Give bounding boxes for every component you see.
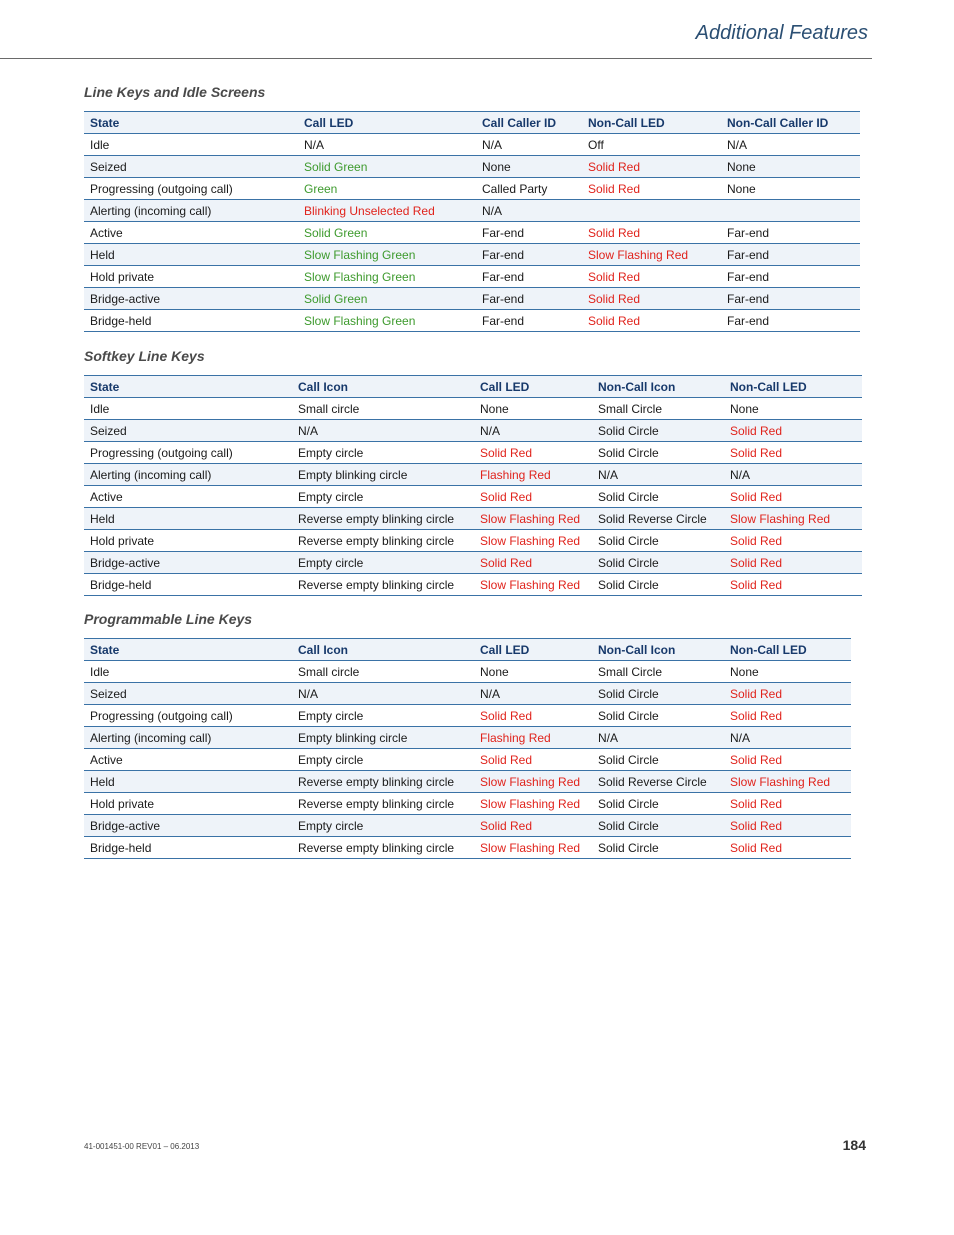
table-row xyxy=(84,464,862,486)
table-cell: Solid Red xyxy=(724,837,851,859)
table-cell: Idle xyxy=(84,398,292,420)
table-cell: Solid Green xyxy=(298,156,476,178)
table-cell: Solid Red xyxy=(724,793,851,815)
table-cell: Flashing Red xyxy=(474,727,592,749)
table-cell: Slow Flashing Red xyxy=(582,244,721,266)
column-header: Non-Call LED xyxy=(724,376,862,398)
table-row xyxy=(84,222,860,244)
table-row xyxy=(84,749,851,771)
table-cell: Solid Circle xyxy=(592,793,724,815)
table-cell: Reverse empty blinking circle xyxy=(292,771,474,793)
table-cell: Solid Red xyxy=(724,815,851,837)
table-cell: N/A xyxy=(298,134,476,156)
table-row xyxy=(84,530,862,552)
column-header: Call Icon xyxy=(292,639,474,661)
column-header: Non-Call Caller ID xyxy=(721,112,860,134)
table-cell: Solid Circle xyxy=(592,683,724,705)
table-cell: Solid Red xyxy=(582,178,721,200)
table-cell: Hold private xyxy=(84,266,298,288)
table-cell: Far-end xyxy=(476,244,582,266)
table-cell: Empty circle xyxy=(292,442,474,464)
table-cell: Solid Red xyxy=(474,486,592,508)
column-header: Call Caller ID xyxy=(476,112,582,134)
table-cell: Solid Circle xyxy=(592,815,724,837)
table-cell: N/A xyxy=(474,420,592,442)
table-cell: N/A xyxy=(721,134,860,156)
table-cell: Slow Flashing Red xyxy=(724,771,851,793)
table-cell: Small circle xyxy=(292,398,474,420)
table-row xyxy=(84,398,862,420)
table-cell: Slow Flashing Red xyxy=(474,530,592,552)
table-cell: Solid Red xyxy=(724,683,851,705)
table-cell: Progressing (outgoing call) xyxy=(84,705,292,727)
table-cell: Far-end xyxy=(721,310,860,332)
table-cell: Solid Red xyxy=(582,156,721,178)
table-row xyxy=(84,661,851,683)
table-cell: Solid Red xyxy=(582,288,721,310)
table-cell: Empty circle xyxy=(292,486,474,508)
table-cell: Solid Circle xyxy=(592,837,724,859)
table-cell: Slow Flashing Green xyxy=(298,244,476,266)
table-row xyxy=(84,486,862,508)
table-cell: Solid Reverse Circle xyxy=(592,508,724,530)
table-row xyxy=(84,574,862,596)
table-cell: Solid Red xyxy=(474,705,592,727)
table-row xyxy=(84,793,851,815)
table-row xyxy=(84,837,851,859)
table-cell: Solid Circle xyxy=(592,749,724,771)
column-header: Non-Call Icon xyxy=(592,376,724,398)
table-cell: Held xyxy=(84,771,292,793)
table-programmable-line-keys xyxy=(84,638,851,859)
footer-document-id: 41-001451-00 REV01 – 06.2013 xyxy=(84,1142,200,1151)
column-header: State xyxy=(84,639,292,661)
table-header-row xyxy=(84,376,862,398)
table-row xyxy=(84,683,851,705)
table-cell: Seized xyxy=(84,156,298,178)
table-cell: Active xyxy=(84,749,292,771)
table-row xyxy=(84,508,862,530)
header-divider xyxy=(0,58,872,59)
table-cell: Solid Red xyxy=(474,552,592,574)
table-cell: None xyxy=(724,398,862,420)
table-cell: Bridge-held xyxy=(84,837,292,859)
table-row xyxy=(84,705,851,727)
table-header-row xyxy=(84,639,851,661)
table-cell: Active xyxy=(84,222,298,244)
table-cell: Small circle xyxy=(292,661,474,683)
table-row xyxy=(84,442,862,464)
table-cell: Solid Red xyxy=(724,530,862,552)
table-cell: Solid Red xyxy=(724,442,862,464)
table-cell: Far-end xyxy=(721,288,860,310)
table-cell: Bridge-active xyxy=(84,815,292,837)
table-cell: Reverse empty blinking circle xyxy=(292,530,474,552)
table-cell: N/A xyxy=(592,464,724,486)
table-cell: Solid Circle xyxy=(592,420,724,442)
table-cell: Solid Circle xyxy=(592,530,724,552)
table-row xyxy=(84,266,860,288)
table-cell: Idle xyxy=(84,661,292,683)
table-cell: N/A xyxy=(292,420,474,442)
table-cell: Reverse empty blinking circle xyxy=(292,508,474,530)
table-cell: Slow Flashing Red xyxy=(474,837,592,859)
page-header-title: Additional Features xyxy=(695,22,868,44)
table-cell: Held xyxy=(84,244,298,266)
table-cell: Flashing Red xyxy=(474,464,592,486)
table-cell: Off xyxy=(582,134,721,156)
table-cell: Hold private xyxy=(84,793,292,815)
table-row xyxy=(84,244,860,266)
table-cell: N/A xyxy=(474,683,592,705)
table-cell: Far-end xyxy=(721,266,860,288)
table-cell: None xyxy=(474,398,592,420)
table-cell: Solid Circle xyxy=(592,574,724,596)
table-row xyxy=(84,771,851,793)
section-title-softkey-line-keys: Softkey Line Keys xyxy=(84,348,205,364)
table-cell: Far-end xyxy=(476,222,582,244)
section-title-programmable-line-keys: Programmable Line Keys xyxy=(84,611,253,627)
table-cell: Solid Red xyxy=(724,705,851,727)
table-cell: Solid Reverse Circle xyxy=(592,771,724,793)
table-cell: N/A xyxy=(724,464,862,486)
table-cell: Solid Red xyxy=(582,266,721,288)
table-cell: Hold private xyxy=(84,530,292,552)
table-cell: Solid Red xyxy=(582,222,721,244)
table-cell: Held xyxy=(84,508,292,530)
table-cell: Far-end xyxy=(476,266,582,288)
table-cell: None xyxy=(724,661,851,683)
table-cell: Progressing (outgoing call) xyxy=(84,178,298,200)
table-cell: Alerting (incoming call) xyxy=(84,200,298,222)
column-header: Non-Call Icon xyxy=(592,639,724,661)
table-row xyxy=(84,288,860,310)
table-cell: Solid Red xyxy=(724,749,851,771)
footer-page-number: 184 xyxy=(842,1137,866,1153)
table-cell: Solid Red xyxy=(724,574,862,596)
table-cell: Reverse empty blinking circle xyxy=(292,574,474,596)
table-cell: N/A xyxy=(292,683,474,705)
table-cell: Progressing (outgoing call) xyxy=(84,442,292,464)
table-row xyxy=(84,200,860,222)
column-header: Call Icon xyxy=(292,376,474,398)
table-cell: Bridge-active xyxy=(84,552,292,574)
table-cell: Small Circle xyxy=(592,661,724,683)
section-title-line-keys: Line Keys and Idle Screens xyxy=(84,84,266,100)
table-cell xyxy=(582,200,721,222)
table-cell: Seized xyxy=(84,683,292,705)
table-cell: Solid Red xyxy=(724,420,862,442)
table-cell: Solid Red xyxy=(474,749,592,771)
table-cell: Reverse empty blinking circle xyxy=(292,793,474,815)
table-cell: Far-end xyxy=(476,310,582,332)
table-cell: Solid Red xyxy=(474,442,592,464)
table-row xyxy=(84,178,860,200)
table-row xyxy=(84,727,851,749)
column-header: State xyxy=(84,376,292,398)
column-header: Call LED xyxy=(474,639,592,661)
table-cell: Solid Red xyxy=(724,486,862,508)
table-cell: Empty circle xyxy=(292,815,474,837)
table-cell: Green xyxy=(298,178,476,200)
table-row xyxy=(84,552,862,574)
table-cell: N/A xyxy=(476,200,582,222)
table-cell: Slow Flashing Red xyxy=(474,574,592,596)
table-cell: N/A xyxy=(724,727,851,749)
table-cell: Far-end xyxy=(721,222,860,244)
table-cell: Empty blinking circle xyxy=(292,464,474,486)
column-header: Call LED xyxy=(474,376,592,398)
table-cell: Reverse empty blinking circle xyxy=(292,837,474,859)
table-cell: N/A xyxy=(592,727,724,749)
table-cell: Solid Green xyxy=(298,288,476,310)
table-cell: Empty blinking circle xyxy=(292,727,474,749)
table-cell: Solid Circle xyxy=(592,705,724,727)
table-header-row xyxy=(84,112,860,134)
table-cell: Active xyxy=(84,486,292,508)
table-cell: Seized xyxy=(84,420,292,442)
column-header: Non-Call LED xyxy=(724,639,851,661)
table-cell: Far-end xyxy=(476,288,582,310)
column-header: State xyxy=(84,112,298,134)
table-cell: Slow Flashing Green xyxy=(298,310,476,332)
table-cell: Solid Red xyxy=(724,552,862,574)
table-cell: Solid Red xyxy=(582,310,721,332)
table-cell: Solid Circle xyxy=(592,552,724,574)
table-row xyxy=(84,815,851,837)
table-cell xyxy=(721,200,860,222)
table-cell: Blinking Unselected Red xyxy=(298,200,476,222)
table-cell: Slow Flashing Red xyxy=(474,771,592,793)
table-cell: Empty circle xyxy=(292,749,474,771)
column-header: Call LED xyxy=(298,112,476,134)
table-cell: Slow Flashing Red xyxy=(474,793,592,815)
table-cell: Empty circle xyxy=(292,705,474,727)
table-row xyxy=(84,134,860,156)
table-cell: Small Circle xyxy=(592,398,724,420)
table-cell: None xyxy=(476,156,582,178)
table-cell: Solid Circle xyxy=(592,442,724,464)
table-cell: Alerting (incoming call) xyxy=(84,464,292,486)
table-cell: Slow Flashing Green xyxy=(298,266,476,288)
table-cell: Solid Circle xyxy=(592,486,724,508)
table-cell: Empty circle xyxy=(292,552,474,574)
table-cell: Idle xyxy=(84,134,298,156)
table-cell: None xyxy=(721,178,860,200)
table-cell: Slow Flashing Red xyxy=(474,508,592,530)
table-cell: None xyxy=(721,156,860,178)
table-row xyxy=(84,156,860,178)
table-cell: Solid Green xyxy=(298,222,476,244)
table-cell: Bridge-held xyxy=(84,574,292,596)
table-cell: Bridge-held xyxy=(84,310,298,332)
table-row xyxy=(84,420,862,442)
table-softkey-line-keys xyxy=(84,375,862,596)
table-cell: Solid Red xyxy=(474,815,592,837)
table-cell: None xyxy=(474,661,592,683)
table-cell: Called Party xyxy=(476,178,582,200)
table-cell: N/A xyxy=(476,134,582,156)
table-cell: Alerting (incoming call) xyxy=(84,727,292,749)
table-row xyxy=(84,310,860,332)
table-cell: Far-end xyxy=(721,244,860,266)
table-cell: Slow Flashing Red xyxy=(724,508,862,530)
column-header: Non-Call LED xyxy=(582,112,721,134)
table-cell: Bridge-active xyxy=(84,288,298,310)
table-line-keys-idle-screens xyxy=(84,111,860,332)
